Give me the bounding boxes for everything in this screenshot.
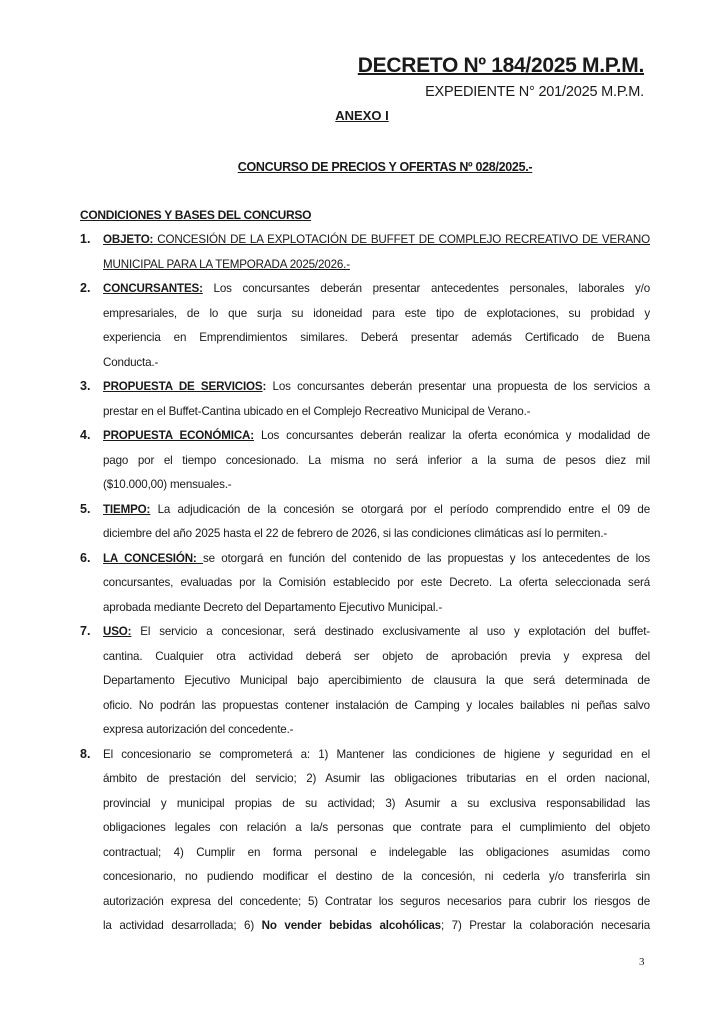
item-number: 4. (80, 428, 91, 442)
text-segment: Departamento Ejecutivo Municipal bajo apercibimiento de clausura la que será determinada de (103, 674, 650, 687)
text-line (103, 551, 650, 567)
text-segment: concursantes, evaluadas por la Comisión establecido por este Decreto. La oferta seleccionada será (103, 576, 650, 589)
annex-heading: ANEXO I (335, 108, 389, 123)
item-number: 3. (80, 379, 91, 393)
item-number: 2. (80, 281, 91, 295)
text-segment: ; 7) Prestar la colaboración necesaria (441, 919, 651, 932)
text-segment: Conducta.- (103, 355, 159, 369)
text-segment: provincial y municipal propias de su actividad; 3) Asumir a su exclusiva responsabilidad las (103, 796, 650, 810)
text-segment: concesionario, no pudiendo modificar el destino de la concesión, ni cederla y/o transferirla sin (103, 870, 650, 883)
item-number: 7. (80, 624, 91, 638)
text-segment: Los concursantes deberán realizar la oferta económica y modalidad de (253, 429, 650, 442)
text-segment: autorización expresa del concedente; 5) Contratar los seguros necesarios para cubrir los riesgos de (103, 894, 650, 908)
item-label: PROPUESTA DE SERVICIOS (103, 380, 263, 393)
file-number: EXPEDIENTE N° 201/2025 M.P.M. (425, 84, 644, 100)
text-line (103, 453, 650, 469)
text-segment: El concesionario se comprometerá a: 1) Mantener las condiciones de higiene y seguridad en el (103, 747, 650, 761)
text-line (103, 918, 650, 934)
page-number: 3 (639, 956, 645, 968)
text-line (103, 355, 650, 371)
decree-title: DECRETO Nº 184/2025 M.P.M. (357, 54, 644, 77)
text-segment: cantina. Cualquier otra actividad deberá ser objeto de aprobación previa y expresa del (103, 649, 650, 663)
text-segment: oficio. No podrán las propuestas contener instalación de Camping y locales bailables ni peñas salvo (103, 698, 650, 712)
item-number: 6. (80, 550, 91, 565)
text-segment: prestar en el Buffet-Cantina ubicado en el Complejo Recreativo Municipal de Verano.- (103, 404, 531, 418)
text-line (103, 845, 650, 861)
text-segment: ($10.000,00) mensuales.- (103, 478, 232, 491)
text-line (103, 379, 650, 395)
text-segment: experiencia en Emprendimientos similares. Deberá presentar además Certificado de Buena (103, 331, 650, 344)
text-segment: obligaciones legales con relación a la/s personas que contrate para el cumplimiento del objeto (103, 821, 650, 834)
text-line (103, 673, 650, 689)
text-line (103, 624, 650, 640)
text-line (103, 820, 650, 836)
text-line (103, 502, 650, 518)
bold-text: : (262, 380, 267, 393)
text-line (103, 477, 650, 493)
item-label: CONCURSANTES: (103, 282, 203, 295)
text-segment: contractual; 4) Cumplir en forma personal e indelegable las obligaciones asumidas como (103, 845, 650, 859)
text-line (103, 330, 650, 346)
text-segment: Los concursantes deberán presentar una propuesta de los servicios a (266, 380, 650, 393)
text-line (103, 796, 650, 812)
text-segment: la actividad desarrollada; 6) (103, 919, 262, 932)
text-line (103, 306, 650, 322)
conditions-heading: CONDICIONES Y BASES DEL CONCURSO (80, 208, 312, 222)
text-segment: ámbito de prestación del servicio; 2) Asumir las obligaciones tributarias en el orden nacional, (103, 772, 650, 785)
text-segment: pago por el tiempo concesionado. La misma no será inferior a la suma de pesos diez mil (103, 453, 650, 467)
text-line (103, 722, 650, 738)
text-line (103, 281, 650, 297)
text-segment: diciembre del año 2025 hasta el 22 de febrero de 2026, si las condiciones climáticas así lo permiten.- (103, 527, 608, 540)
item-label: LA CONCESIÓN: (103, 551, 203, 565)
item-label: TIEMPO: (103, 502, 151, 516)
text-segment: MUNICIPAL PARA LA TEMPORADA 2025/2026.- (103, 257, 350, 271)
item-label: PROPUESTA ECONÓMICA: (103, 429, 254, 442)
text-segment: expresa autorización del concedente.- (103, 723, 294, 736)
text-segment: Los concursantes deberán presentar antecedentes personales, laborales y/o (202, 282, 650, 295)
text-line (103, 894, 650, 910)
text-segment: El servicio a concesionar, será destinado exclusivamente al uso y explotación del buffet- (131, 625, 650, 638)
item-label: USO: (103, 625, 132, 638)
text-line (103, 526, 650, 542)
text-segment: La adjudicación de la concesión se otorgará por el período comprendido entre el 09 de (150, 502, 650, 516)
text-line (103, 869, 650, 885)
text-line (103, 747, 650, 763)
text-segment: se otorgará en función del contenido de las propuestas y los antecedentes de los (203, 551, 650, 565)
item-label: OBJETO: (103, 233, 154, 246)
text-line (103, 232, 650, 248)
item-number: 8. (80, 746, 91, 761)
text-line (103, 257, 650, 273)
contest-heading: CONCURSO DE PRECIOS Y OFERTAS Nº 028/2025.- (237, 160, 533, 174)
item-number: 1. (80, 232, 91, 246)
item-number: 5. (80, 501, 91, 516)
text-line (103, 428, 650, 444)
bold-text: No vender bebidas alcohólicas (261, 919, 441, 932)
text-segment: aprobada mediante Decreto del Departamento Ejecutivo Municipal.- (103, 600, 443, 614)
text-line (103, 649, 650, 665)
text-segment: empresariales, de lo que surja su idoneidad para este tipo de explotaciones, su probidad y (103, 306, 650, 320)
text-line (103, 575, 650, 591)
text-line (103, 771, 650, 787)
text-line (103, 698, 650, 714)
text-segment: CONCESIÓN DE LA EXPLOTACIÓN DE BUFFET DE COMPLEJO RECREATIVO DE VERANO (153, 233, 650, 246)
text-line (103, 600, 650, 616)
text-line (103, 404, 650, 420)
